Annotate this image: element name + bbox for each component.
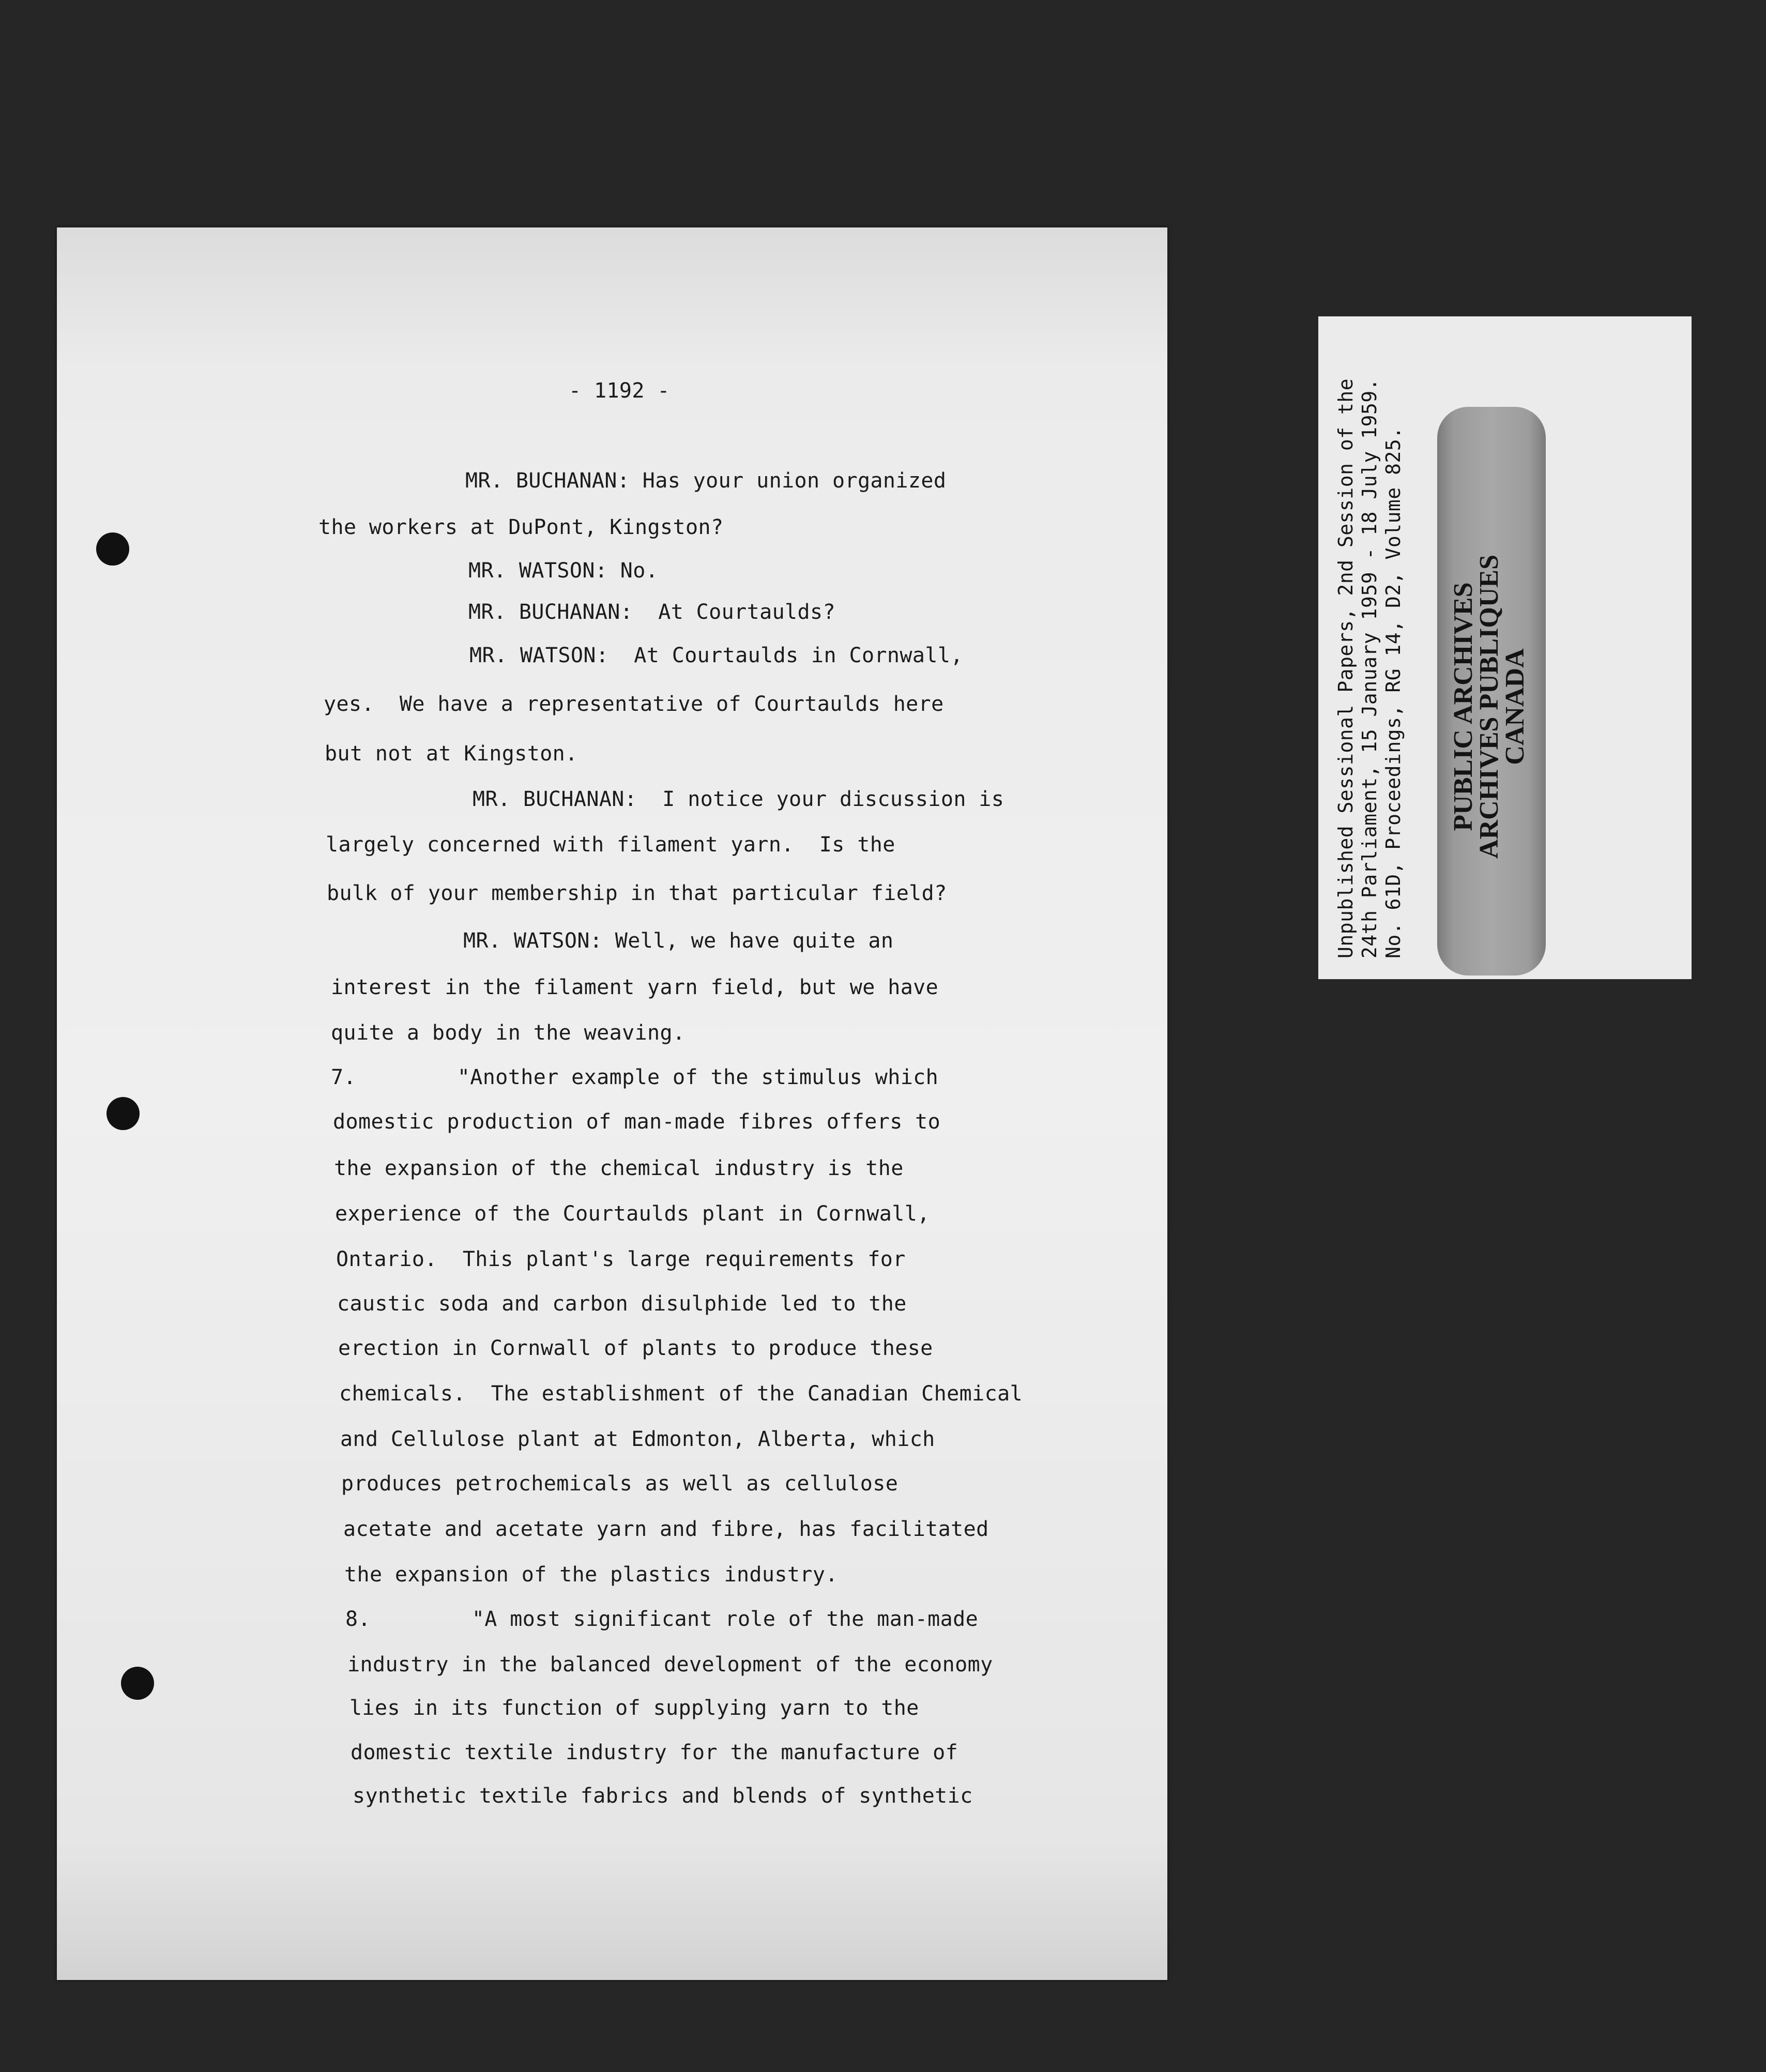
- text-line: domestic production of man-made fibres offers to: [333, 1110, 941, 1134]
- text-line: domestic textile industry for the manufacture of: [351, 1741, 958, 1764]
- text-line: produces petrochemicals as well as cellulose: [341, 1472, 899, 1496]
- text-line: 7. "Another example of the stimulus which: [331, 1065, 939, 1089]
- text-line: yes. We have a representative of Courtaulds here: [324, 692, 944, 716]
- text-line: quite a body in the weaving.: [331, 1021, 686, 1045]
- page-number: - 1192 -: [569, 379, 670, 403]
- text-line: lies in its function of supplying yarn to the: [349, 1696, 919, 1720]
- text-line: MR. WATSON: Well, we have quite an: [463, 929, 894, 953]
- citation-line: No. 61D, Proceedings, RG 14, D2, Volume 825.: [1382, 426, 1405, 958]
- text-line: caustic soda and carbon disulphide led to the: [337, 1292, 907, 1316]
- text-line: but not at Kingston.: [325, 742, 578, 766]
- text-line: MR. WATSON: At Courtaulds in Cornwall,: [469, 644, 963, 667]
- text-line: MR. BUCHANAN: At Courtaulds?: [468, 600, 835, 624]
- stamp-line: ARCHIVES PUBLIQUES: [1474, 554, 1504, 859]
- stamp-line: PUBLIC ARCHIVES: [1449, 582, 1478, 831]
- archive-citation: [1333, 316, 1426, 979]
- text-line: MR. BUCHANAN: Has your union organized: [465, 469, 947, 493]
- archives-stamp: [1437, 407, 1546, 976]
- citation-line: 24th Parliament, 15 January 1959 - 18 July 1959.: [1358, 378, 1381, 958]
- text-line: the expansion of the chemical industry is the: [334, 1156, 904, 1180]
- text-line: synthetic textile fabrics and blends of synthetic: [353, 1784, 973, 1808]
- punch-hole: [106, 1097, 140, 1130]
- stamp-text: [1451, 510, 1528, 903]
- text-line: 8. "A most significant role of the man-made: [345, 1607, 979, 1631]
- text-line: industry in the balanced development of the economy: [347, 1653, 993, 1677]
- text-line: chemicals. The establishment of the Canadian Chemical: [339, 1382, 1023, 1406]
- document-page: [57, 227, 1167, 1980]
- citation-line: Unpublished Sessional Papers, 2nd Session of the: [1334, 378, 1357, 958]
- text-line: largely concerned with filament yarn. Is the: [326, 833, 895, 857]
- text-line: bulk of your membership in that particular field?: [327, 881, 947, 905]
- text-line: erection in Cornwall of plants to produce these: [338, 1336, 933, 1360]
- stamp-line: CANADA: [1500, 648, 1530, 765]
- text-line: the workers at DuPont, Kingston?: [318, 515, 724, 539]
- punch-hole: [121, 1667, 154, 1700]
- text-line: Ontario. This plant's large requirements for: [336, 1247, 906, 1271]
- text-line: and Cellulose plant at Edmonton, Alberta, which: [340, 1427, 935, 1451]
- text-line: acetate and acetate yarn and fibre, has facilitated: [343, 1517, 989, 1541]
- punch-hole: [96, 532, 129, 566]
- text-line: the expansion of the plastics industry.: [344, 1563, 838, 1587]
- text-line: interest in the filament yarn field, but we have: [331, 976, 939, 999]
- text-line: MR. WATSON: No.: [468, 559, 659, 583]
- archive-label-card: [1318, 316, 1692, 979]
- text-line: experience of the Courtaulds plant in Cornwall,: [335, 1202, 930, 1226]
- text-line: MR. BUCHANAN: I notice your discussion is: [473, 787, 1004, 811]
